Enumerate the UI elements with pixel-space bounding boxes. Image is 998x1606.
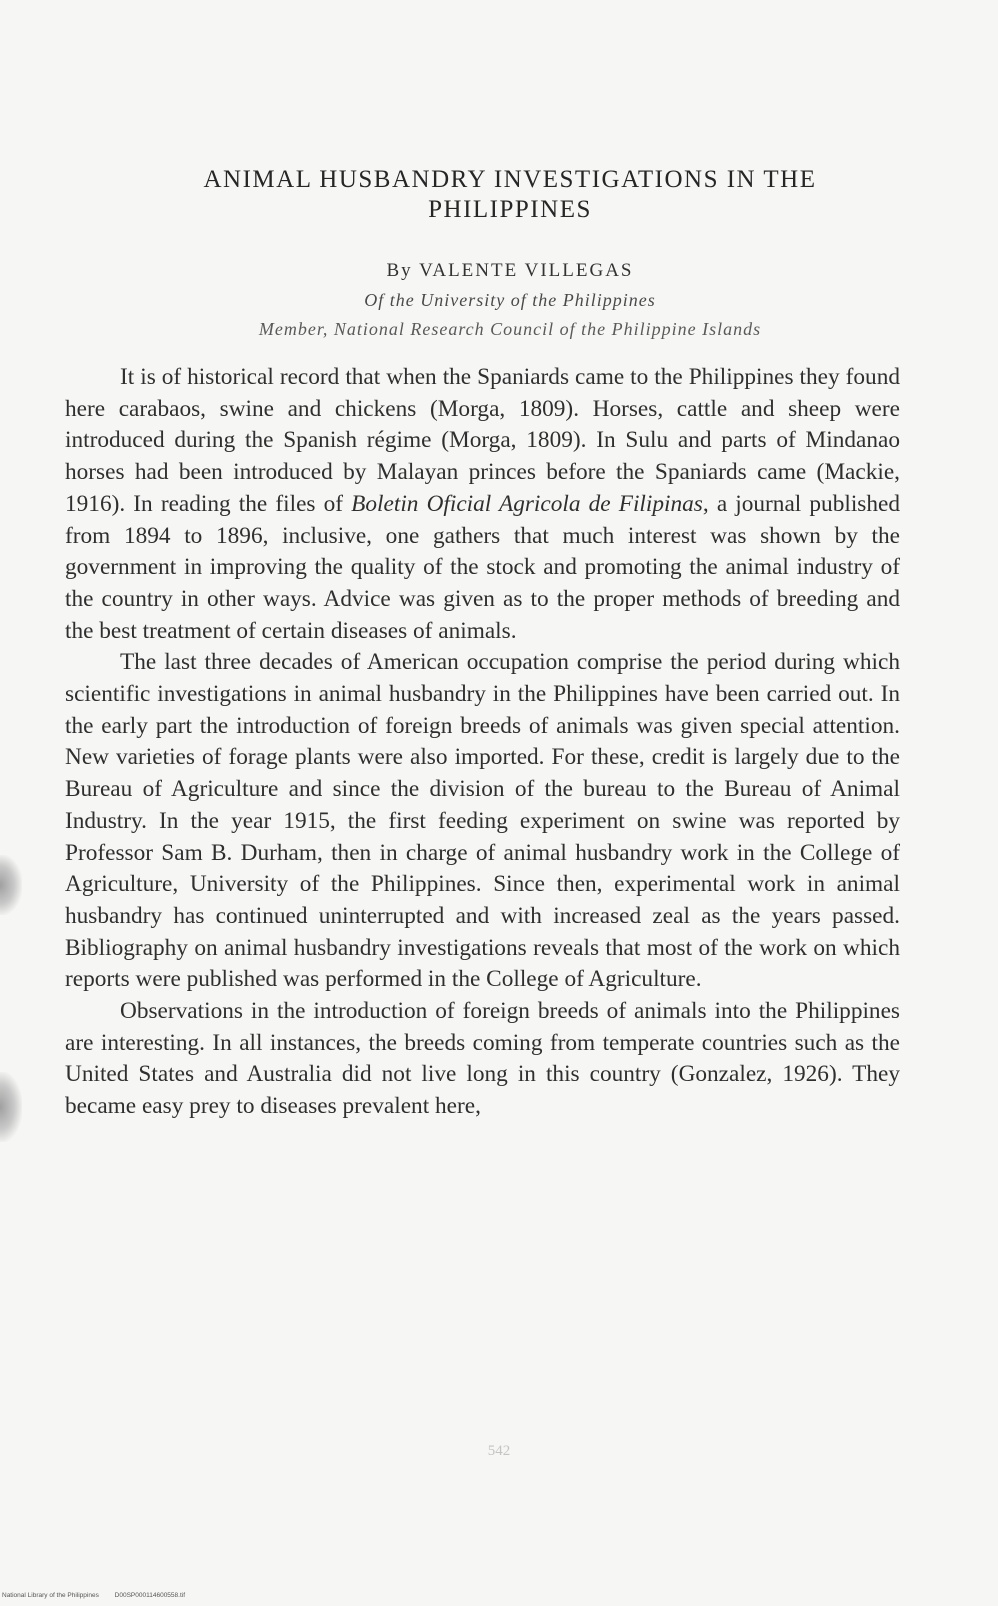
paragraph-1-text-a: It is of historical record that when the Spaniards came to the Philippines they found here carabaos, swine and chickens (Morga, 1809). Horses, cattle and sheep were introduced during the Spanish régime (Morga, 1809). In Sulu and parts of Mindanao horses had been introduced by Malayan princes before the Spaniards came (Mackie, 1916). In reading the files of	[65, 364, 900, 517]
article-title-line-2: PHILIPPINES	[428, 196, 592, 223]
scan-edge-mark	[0, 855, 22, 915]
author-affiliation-university: Of the University of the Philippines	[364, 290, 656, 310]
author-byline: By VALENTE VILLEGAS	[386, 260, 634, 281]
footer-file-id: D00SP000114600558.tif	[114, 1592, 186, 1599]
journal-title: Boletin Oficial Agricola de Filipinas	[351, 490, 703, 517]
page-number: 542	[487, 1443, 511, 1459]
scan-footer	[2, 1592, 199, 1599]
footer-source: National Library of the Philippines	[2, 1592, 99, 1599]
article-body	[65, 362, 900, 1123]
paragraph-2: The last three decades of American occupation comprise the period during which scientific investigations in animal husbandry in the Philippines have been carried out. In the early part the introduction of foreign breeds of animals was given special attention. New varieties of forage plants were also imported. For these, credit is largely due to the Bureau of Agriculture and since the division of the bureau to the Bureau of Animal Industry. In the year 1915, the first feeding experiment on swine was reported by Professor Sam B. Durham, then in charge of animal husbandry work in the College of Agriculture, University of the Philippines. Since then, experimental work in animal husbandry has continued uninterrupted and with increased zeal as the years passed. Bibliography on animal husbandry investigations reveals that most of the work on which reports were published was performed in the College of Agriculture.	[65, 649, 900, 993]
paragraph-1-text-b: , a journal published from 1894 to 1896, inclusive, one gathers that much interest was shown by the government in improving the quality of the stock and promoting the animal industry of the country in other ways. Advice was given as to the proper methods of breeding and the best treatment of certain diseases of animals.	[65, 490, 900, 644]
paragraph-1	[65, 362, 900, 647]
article-title-line-1: ANIMAL HUSBANDRY INVESTIGATIONS IN THE	[203, 166, 817, 193]
scan-edge-mark	[0, 1072, 22, 1142]
author-affiliation-council: Member, National Research Council of the Philippine Islands	[258, 319, 762, 339]
article-title	[60, 165, 960, 225]
paragraph-3: Observations in the introduction of foreign breeds of animals into the Philippines are interesting. In all instances, the breeds coming from temperate countries such as the United States and Australia did not live long in this country (Gonzalez, 1926). They became easy prey to diseases prevalent here,	[65, 998, 900, 1120]
